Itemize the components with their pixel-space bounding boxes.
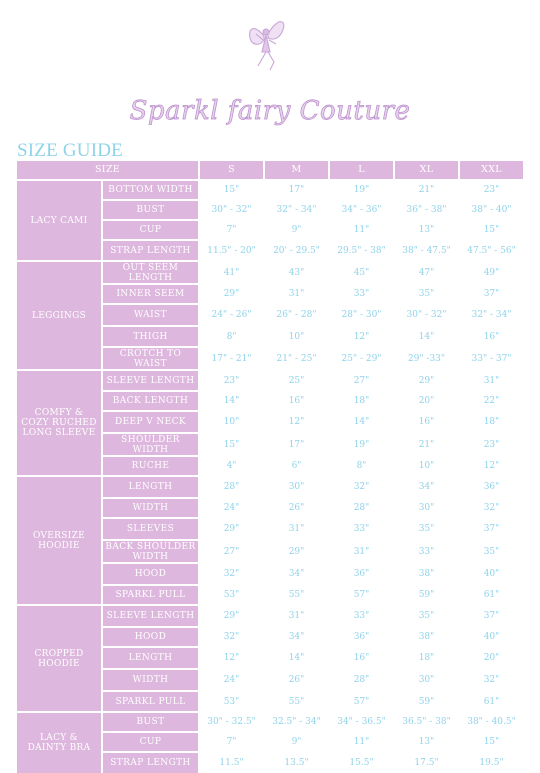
size-value: 36.5" - 38" bbox=[395, 713, 458, 731]
size-value: 59" bbox=[395, 586, 458, 604]
size-value: 29" bbox=[265, 541, 328, 562]
size-value: 16" bbox=[395, 412, 458, 432]
size-value: 14" bbox=[330, 412, 393, 432]
size-value: 18" bbox=[330, 392, 393, 410]
size-value: 12" bbox=[460, 457, 523, 475]
size-value: 7" bbox=[200, 221, 263, 239]
measurement-label: CROTCH TO WAIST bbox=[103, 348, 198, 369]
size-value: 30" - 32" bbox=[200, 201, 263, 219]
size-value: 13.5" bbox=[265, 753, 328, 773]
size-value: 55" bbox=[265, 586, 328, 604]
size-value: 36" bbox=[330, 564, 393, 584]
size-value: 34" - 36.5" bbox=[330, 713, 393, 731]
size-value: 31" bbox=[265, 519, 328, 539]
size-value: 57" bbox=[330, 586, 393, 604]
size-value: 18" bbox=[460, 412, 523, 432]
size-value: 47" bbox=[395, 262, 458, 283]
size-value: 53" bbox=[200, 692, 263, 711]
size-value: 35" bbox=[395, 519, 458, 539]
measurement-label: WIDTH bbox=[103, 499, 198, 517]
size-value: 11.5" bbox=[200, 753, 263, 773]
size-value: 17.5" bbox=[395, 753, 458, 773]
size-value: 20" bbox=[395, 392, 458, 410]
category-label: LACY CAMI bbox=[17, 181, 101, 260]
measurement-label: WAIST bbox=[103, 305, 198, 325]
fairy-icon bbox=[250, 22, 284, 70]
size-value: 35" bbox=[460, 541, 523, 562]
size-value: 32.5" - 34" bbox=[265, 713, 328, 731]
category-label: COMFY & COZY RUCHED LONG SLEEVE bbox=[17, 371, 101, 475]
size-value: 37" bbox=[460, 519, 523, 539]
size-value: 16" bbox=[330, 648, 393, 668]
size-value: 19" bbox=[330, 434, 393, 455]
measurement-label: THIGH bbox=[103, 327, 198, 346]
size-value: 27" bbox=[330, 371, 393, 390]
size-value: 29.5" - 38" bbox=[330, 241, 393, 260]
size-value: 13" bbox=[395, 221, 458, 239]
size-value: 61" bbox=[460, 692, 523, 711]
size-value: 13" bbox=[395, 733, 458, 751]
size-value: 34" bbox=[265, 628, 328, 646]
size-value: 8" bbox=[330, 457, 393, 475]
measurement-label: BUST bbox=[103, 713, 198, 731]
size-value: 21" bbox=[395, 434, 458, 455]
size-value: 31" bbox=[265, 606, 328, 626]
size-value: 34" - 36" bbox=[330, 201, 393, 219]
size-value: 21" bbox=[395, 181, 458, 199]
size-value: 37" bbox=[460, 606, 523, 626]
measurement-label: LENGTH bbox=[103, 477, 198, 497]
size-value: 35" bbox=[395, 285, 458, 303]
size-value: 32" bbox=[460, 499, 523, 517]
measurement-label: OUT SEEM LENGTH bbox=[103, 262, 198, 283]
size-value: 14" bbox=[265, 648, 328, 668]
size-value: 30" - 32" bbox=[395, 305, 458, 325]
size-value: 22" bbox=[460, 392, 523, 410]
size-value: 6" bbox=[265, 457, 328, 475]
size-value: 43" bbox=[265, 262, 328, 283]
size-header-l: L bbox=[330, 161, 393, 179]
measurement-label: BACK SHOULDER WIDTH bbox=[103, 541, 198, 562]
size-value: 31" bbox=[330, 541, 393, 562]
size-value: 27" bbox=[200, 541, 263, 562]
size-value: 38" bbox=[395, 628, 458, 646]
size-value: 30" bbox=[395, 670, 458, 690]
size-value: 15" bbox=[460, 221, 523, 239]
size-value: 16" bbox=[265, 392, 328, 410]
size-value: 32" - 34" bbox=[265, 201, 328, 219]
size-value: 33" bbox=[330, 606, 393, 626]
measurement-label: HOOD bbox=[103, 628, 198, 646]
size-value: 33" - 37" bbox=[460, 348, 523, 369]
size-value: 7" bbox=[200, 733, 263, 751]
size-value: 38" - 47.5" bbox=[395, 241, 458, 260]
size-value: 29" bbox=[395, 371, 458, 390]
size-value: 30" bbox=[265, 477, 328, 497]
size-value: 9" bbox=[265, 221, 328, 239]
size-value: 36" bbox=[330, 628, 393, 646]
size-value: 28" bbox=[330, 499, 393, 517]
size-value: 57" bbox=[330, 692, 393, 711]
size-value: 12" bbox=[265, 412, 328, 432]
size-value: 36" bbox=[460, 477, 523, 497]
size-value: 10" bbox=[265, 327, 328, 346]
measurement-label: LENGTH bbox=[103, 648, 198, 668]
size-value: 19.5" bbox=[460, 753, 523, 773]
size-value: 24" bbox=[200, 499, 263, 517]
size-value: 29" bbox=[200, 285, 263, 303]
size-header-xxl: XXL bbox=[460, 161, 523, 179]
size-value: 4" bbox=[200, 457, 263, 475]
measurement-label: SLEEVE LENGTH bbox=[103, 371, 198, 390]
measurement-label: CUP bbox=[103, 221, 198, 239]
size-value: 9" bbox=[265, 733, 328, 751]
size-value: 47.5" - 56" bbox=[460, 241, 523, 260]
measurement-label: BOTTOM WIDTH bbox=[103, 181, 198, 199]
size-value: 45" bbox=[330, 262, 393, 283]
measurement-label: STRAP LENGTH bbox=[103, 241, 198, 260]
size-value: 25" - 29" bbox=[330, 348, 393, 369]
measurement-label: RUCHE bbox=[103, 457, 198, 475]
size-value: 23" bbox=[200, 371, 263, 390]
size-value: 18" bbox=[395, 648, 458, 668]
brand-logo bbox=[0, 0, 540, 140]
size-value: 15" bbox=[200, 434, 263, 455]
size-value: 38" - 40" bbox=[460, 201, 523, 219]
size-value: 20" bbox=[460, 648, 523, 668]
measurement-label: BUST bbox=[103, 201, 198, 219]
logo-text: Sparkl fairy Couture bbox=[129, 96, 411, 126]
size-value: 21" - 25" bbox=[265, 348, 328, 369]
size-value: 33" bbox=[330, 285, 393, 303]
category-label: CROPPED HOODIE bbox=[17, 606, 101, 711]
size-value: 49" bbox=[460, 262, 523, 283]
size-header-label: SIZE bbox=[17, 161, 198, 179]
size-value: 25" bbox=[265, 371, 328, 390]
measurement-label: BACK LENGTH bbox=[103, 392, 198, 410]
measurement-label: STRAP LENGTH bbox=[103, 753, 198, 773]
size-value: 10" bbox=[200, 412, 263, 432]
size-value: 17" bbox=[265, 434, 328, 455]
size-value: 16" bbox=[460, 327, 523, 346]
size-value: 14" bbox=[395, 327, 458, 346]
measurement-label: SLEEVES bbox=[103, 519, 198, 539]
size-value: 20' - 29.5" bbox=[265, 241, 328, 260]
size-value: 29" -33" bbox=[395, 348, 458, 369]
size-value: 15" bbox=[460, 733, 523, 751]
size-value: 11" bbox=[330, 733, 393, 751]
size-value: 34" bbox=[265, 564, 328, 584]
size-value: 33" bbox=[330, 519, 393, 539]
size-value: 40" bbox=[460, 628, 523, 646]
category-label: LACY & DAINTY BRA bbox=[17, 713, 101, 773]
size-value: 26" - 28" bbox=[265, 305, 328, 325]
size-header-s: S bbox=[200, 161, 263, 179]
size-value: 17" - 21" bbox=[200, 348, 263, 369]
measurement-label: DEEP V NECK bbox=[103, 412, 198, 432]
measurement-label: INNER SEEM bbox=[103, 285, 198, 303]
size-value: 59" bbox=[395, 692, 458, 711]
size-value: 31" bbox=[265, 285, 328, 303]
size-value: 23" bbox=[460, 434, 523, 455]
measurement-label: SPARKL PULL bbox=[103, 692, 198, 711]
size-value: 12" bbox=[330, 327, 393, 346]
size-header-m: M bbox=[265, 161, 328, 179]
size-value: 32" bbox=[200, 628, 263, 646]
size-value: 32" bbox=[330, 477, 393, 497]
size-value: 24" - 26" bbox=[200, 305, 263, 325]
measurement-label: CUP bbox=[103, 733, 198, 751]
size-value: 26" bbox=[265, 499, 328, 517]
size-value: 32" bbox=[200, 564, 263, 584]
size-header-xl: XL bbox=[395, 161, 458, 179]
size-value: 33" bbox=[395, 541, 458, 562]
size-value: 26" bbox=[265, 670, 328, 690]
size-value: 55" bbox=[265, 692, 328, 711]
size-value: 8" bbox=[200, 327, 263, 346]
size-value: 14" bbox=[200, 392, 263, 410]
size-value: 32" - 34" bbox=[460, 305, 523, 325]
size-value: 15.5" bbox=[330, 753, 393, 773]
measurement-label: SHOULDER WIDTH bbox=[103, 434, 198, 455]
size-value: 40" bbox=[460, 564, 523, 584]
size-value: 11" bbox=[330, 221, 393, 239]
category-label: OVERSIZE HOODIE bbox=[17, 477, 101, 604]
size-value: 35" bbox=[395, 606, 458, 626]
size-value: 11.5" - 20" bbox=[200, 241, 263, 260]
size-value: 23" bbox=[460, 181, 523, 199]
size-value: 24" bbox=[200, 670, 263, 690]
size-value: 53" bbox=[200, 586, 263, 604]
size-value: 61" bbox=[460, 586, 523, 604]
size-value: 38" bbox=[395, 564, 458, 584]
size-value: 30" bbox=[395, 499, 458, 517]
size-value: 37" bbox=[460, 285, 523, 303]
size-value: 32" bbox=[460, 670, 523, 690]
measurement-label: SPARKL PULL bbox=[103, 586, 198, 604]
size-value: 19" bbox=[330, 181, 393, 199]
size-value: 28" bbox=[330, 670, 393, 690]
size-value: 10" bbox=[395, 457, 458, 475]
size-value: 28" bbox=[200, 477, 263, 497]
page-title: SIZE GUIDE bbox=[17, 140, 123, 161]
size-value: 30" - 32.5" bbox=[200, 713, 263, 731]
size-value: 38" - 40.5" bbox=[460, 713, 523, 731]
size-value: 36" - 38" bbox=[395, 201, 458, 219]
size-value: 12" bbox=[200, 648, 263, 668]
measurement-label: SLEEVE LENGTH bbox=[103, 606, 198, 626]
size-value: 28" - 30" bbox=[330, 305, 393, 325]
category-label: LEGGINGS bbox=[17, 262, 101, 369]
measurement-label: WIDTH bbox=[103, 670, 198, 690]
size-value: 31" bbox=[460, 371, 523, 390]
size-value: 29" bbox=[200, 606, 263, 626]
size-value: 34" bbox=[395, 477, 458, 497]
measurement-label: HOOD bbox=[103, 564, 198, 584]
size-value: 41" bbox=[200, 262, 263, 283]
size-value: 29" bbox=[200, 519, 263, 539]
size-value: 17" bbox=[265, 181, 328, 199]
size-value: 15" bbox=[200, 181, 263, 199]
